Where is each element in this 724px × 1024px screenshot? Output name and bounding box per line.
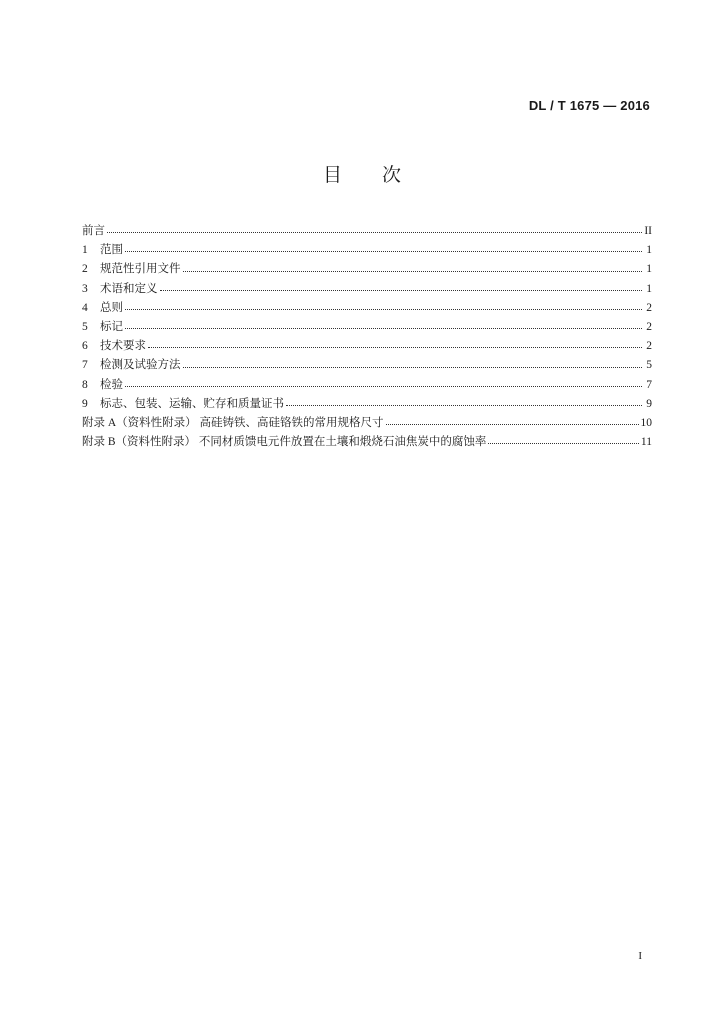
toc-leader-dots bbox=[148, 347, 642, 348]
toc-entry[interactable] bbox=[82, 318, 652, 337]
document-code: DL / T 1675 — 2016 bbox=[528, 98, 650, 113]
toc-entry[interactable] bbox=[82, 395, 652, 414]
toc-entry[interactable] bbox=[82, 376, 652, 395]
toc-entry[interactable] bbox=[82, 414, 652, 433]
toc-entry-page: II bbox=[644, 225, 652, 237]
toc-entry-number: 7 bbox=[82, 359, 88, 372]
table-of-contents bbox=[82, 222, 652, 452]
toc-entry-number: 6 bbox=[82, 340, 88, 353]
toc-entry-label: 前言 bbox=[82, 225, 105, 237]
toc-entry-label: 标志、包装、运输、贮存和质量证书 bbox=[100, 397, 284, 410]
toc-entry-number: 9 bbox=[82, 397, 88, 410]
toc-entry-page: 2 bbox=[646, 320, 652, 333]
toc-entry-page: 9 bbox=[646, 397, 652, 410]
toc-entry[interactable] bbox=[82, 222, 652, 241]
toc-leader-dots bbox=[125, 386, 642, 387]
toc-entry-page: 1 bbox=[646, 244, 652, 257]
toc-entry-page: 5 bbox=[646, 359, 652, 372]
toc-leader-dots bbox=[183, 367, 643, 368]
toc-entry[interactable] bbox=[82, 280, 652, 299]
toc-entry-page: 2 bbox=[646, 340, 652, 353]
toc-entry-page: 1 bbox=[646, 282, 652, 295]
toc-entry-label: 范围 bbox=[100, 244, 123, 257]
toc-entry[interactable] bbox=[82, 337, 652, 356]
toc-entry[interactable] bbox=[82, 299, 652, 318]
toc-leader-dots bbox=[125, 251, 642, 252]
toc-entry-label: 术语和定义 bbox=[100, 282, 158, 295]
toc-entry-page: 11 bbox=[640, 436, 652, 449]
toc-entry[interactable] bbox=[82, 241, 652, 260]
toc-entry-label: 标记 bbox=[100, 320, 123, 333]
toc-entry-number: 4 bbox=[82, 301, 88, 314]
toc-entry-page: 1 bbox=[646, 263, 652, 276]
toc-leader-dots bbox=[160, 290, 643, 291]
toc-entry-label: 规范性引用文件 bbox=[100, 263, 181, 276]
toc-title: 目次 bbox=[322, 164, 441, 186]
toc-entry-label: 技术要求 bbox=[100, 340, 146, 353]
page-number: I bbox=[638, 950, 642, 962]
toc-leader-dots bbox=[107, 232, 642, 233]
toc-leader-dots bbox=[386, 424, 639, 425]
toc-entry[interactable] bbox=[82, 260, 652, 279]
toc-entry[interactable] bbox=[82, 356, 652, 375]
toc-entry-number: 8 bbox=[82, 378, 88, 391]
toc-entry-page: 7 bbox=[646, 378, 652, 391]
toc-entry-page: 10 bbox=[640, 416, 652, 429]
toc-entry-label: 附录 A（资料性附录） 高硅铸铁、高硅铬铁的常用规格尺寸 bbox=[82, 416, 384, 429]
toc-entry-number: 3 bbox=[82, 282, 88, 295]
toc-entry-label: 检验 bbox=[100, 378, 123, 391]
toc-leader-dots bbox=[125, 309, 642, 310]
toc-leader-dots bbox=[286, 405, 642, 406]
toc-entry-label: 检测及试验方法 bbox=[100, 359, 181, 372]
toc-leader-dots bbox=[183, 271, 643, 272]
toc-entry-number: 1 bbox=[82, 244, 88, 257]
toc-entry-number: 2 bbox=[82, 263, 88, 276]
toc-entry-label: 附录 B（资料性附录） 不同材质馈电元件放置在土壤和煅烧石油焦炭中的腐蚀率 bbox=[82, 436, 487, 449]
toc-entry-label: 总则 bbox=[100, 301, 123, 314]
toc-entry[interactable] bbox=[82, 433, 652, 452]
toc-entry-page: 2 bbox=[646, 301, 652, 314]
toc-leader-dots bbox=[488, 443, 639, 444]
toc-entry-number: 5 bbox=[82, 320, 88, 333]
toc-leader-dots bbox=[125, 328, 642, 329]
